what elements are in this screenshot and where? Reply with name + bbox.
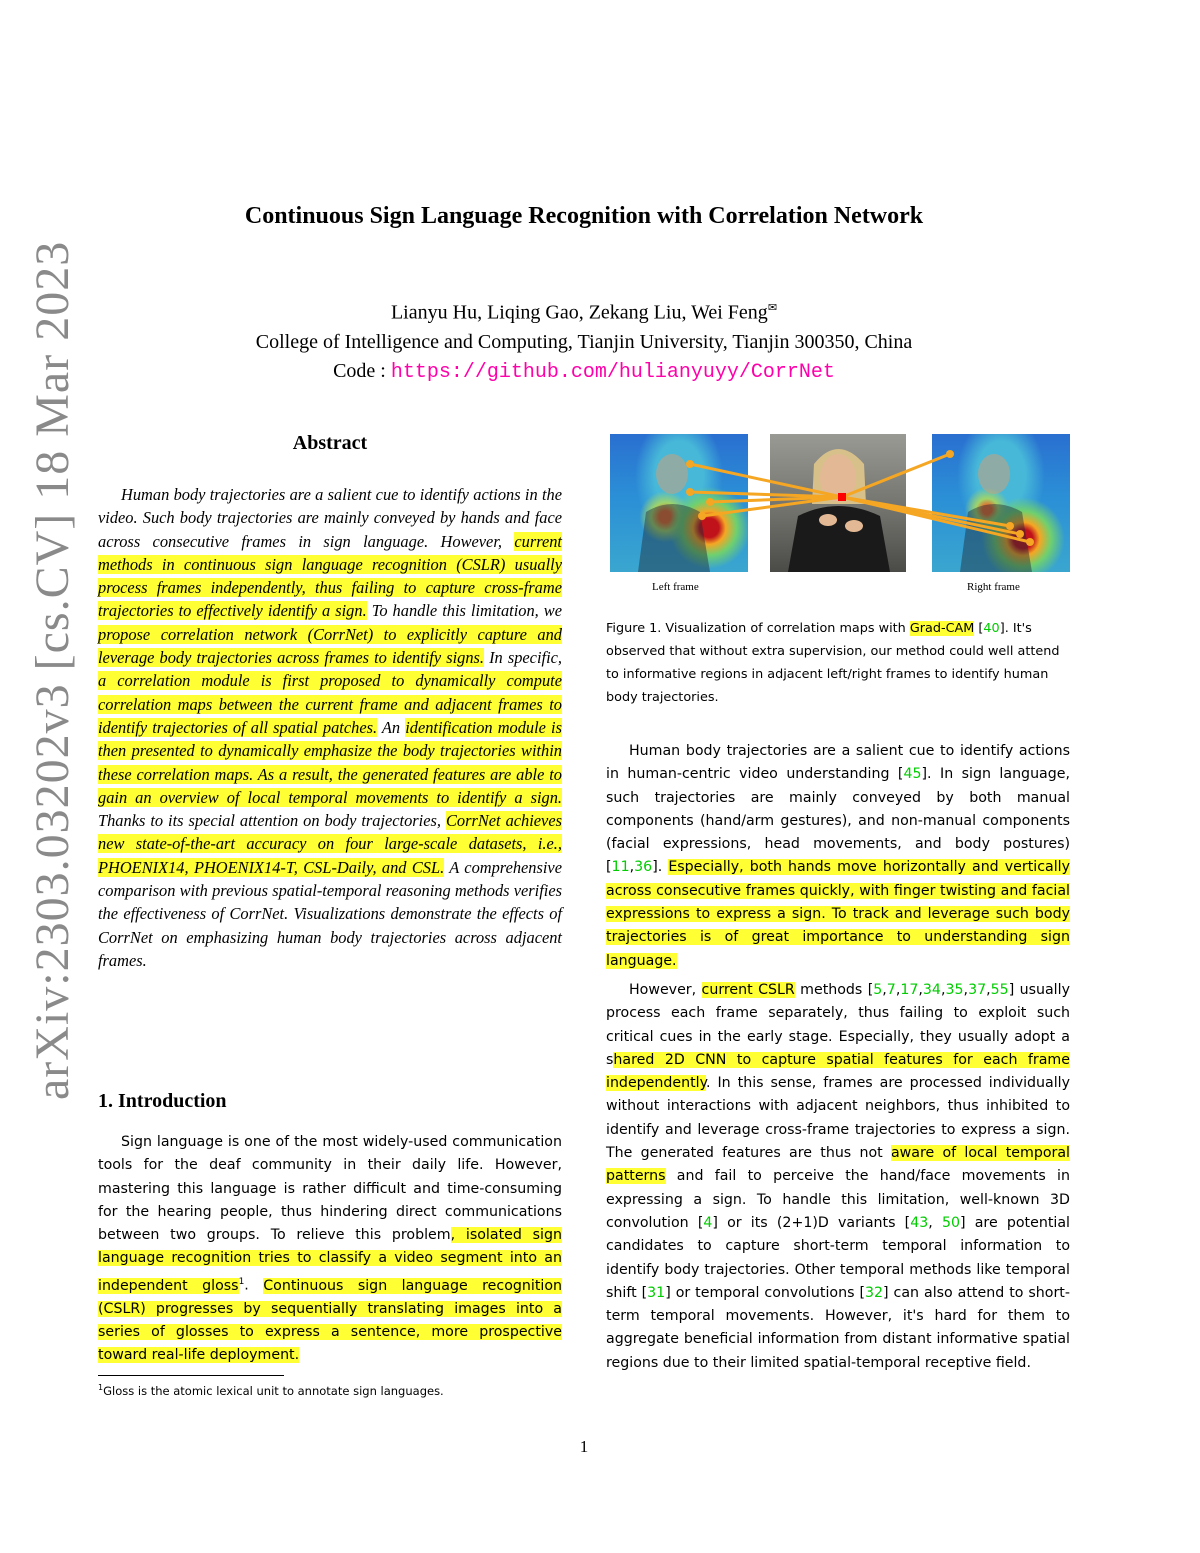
- caption-text: [: [974, 621, 984, 636]
- intro-highlight: Continuous sign language recognition (CSLR) progresses by sequentially translating images into a series of glosses to express a sentence, more prospective toward real-life deployment.: [98, 1277, 562, 1364]
- citation-link[interactable]: 36: [634, 859, 653, 876]
- body-text: Human body trajectories are a salient cue to identify actions in human-centric video understanding [: [606, 743, 1070, 783]
- body-text: ] or its (2+1)D variants [: [712, 1214, 911, 1231]
- abstract-highlight: propose correlation network (CorrNet) to explicitly capture and leverage body trajectories across frames to identify signs.: [98, 624, 562, 668]
- right-frame-label: Right frame: [967, 581, 1020, 593]
- abstract-sentence: A comprehensive comparison with previous spatial-temporal reasoning methods verifies the effectiveness of CorrNet. Visualizations demonstrate the effects of CorrNet on emphasizing human body trajectories across adjacent frames.: [98, 857, 562, 970]
- citation-link[interactable]: 17: [900, 981, 919, 998]
- arrow-head: [686, 488, 694, 496]
- paragraph: However, current CSLR methods [5,7,17,34,35,37,55] usually process each frame separately, thus failing to exploit such critical cues in the early stage. Especially, they usually adopt a shared 2D CNN to capture spatial features for each frame independently. In this sense, frames are processed individually without interactions with adjacent neighbors, thus inhibited to identify and leverage cross-frame trajectories to express a sign. The generated features are thus not aware of local temporal patterns and fail to perceive the hand/face movements in expressing a sign. To handle this limitation, well-known 3D convolution [4] or its (2+1)D variants [43, 50] are potential candidates to capture short-term temporal information to identify body trajectories. Other temporal methods like temporal shift [31] or temporal convolutions [32] can also attend to short-term temporal movements. However, it's hard for them to aggregate beneficial information from distant informative spatial regions due to their limited spatial-temporal receptive field.: [606, 981, 1070, 1371]
- code-link[interactable]: https://github.com/hulianyuyy/CorrNet: [390, 360, 835, 384]
- citation-link[interactable]: 34: [922, 981, 941, 998]
- citation-link[interactable]: 37: [968, 981, 987, 998]
- body-highlight: current CSLR: [701, 981, 795, 998]
- left-frame-label: Left frame: [652, 581, 699, 593]
- arrow-head: [1006, 522, 1014, 530]
- abstract-highlight: identification module is then presented to dynamically emphasize the body trajectories within these correlation maps. As a result, the generated features are able to gain an overview of local temporal movements to identify a sign.: [98, 717, 562, 807]
- body-text: ] can also attend to short-term temporal movements. However, it's hard for them to aggregate beneficial information from distant informative spatial regions due to their limited spatial-temporal receptive field.: [606, 1284, 1070, 1371]
- abstract-sentence: In specific,: [484, 648, 562, 668]
- caption-text: Figure 1. Visualization of correlation maps with: [606, 621, 910, 636]
- code-label: Code :: [333, 359, 391, 382]
- intro-highlight: , isolated sign language recognition tries to classify a video segment into an independent gloss: [98, 1227, 562, 1294]
- figure-1: [610, 434, 1070, 593]
- body-text: ]. In sign language, such trajectories are mainly conveyed by both manual components (hand/arm gestures), and non-manual components (facial expressions, head movements, and body postures) [: [606, 766, 1070, 876]
- body-text: . In this sense, frames are processed individually without interactions with adjacent neighbors, thus inhibited to identify and leverage cross-frame trajectories to express a sign. The generated features are thus not: [606, 1075, 1070, 1162]
- figure-caption: [606, 617, 1070, 709]
- author-list: Lianyu Hu, Liqing Gao, Zekang Liu, Wei Feng: [390, 301, 768, 324]
- footnote-rule: [98, 1375, 284, 1376]
- body-text: However,: [629, 981, 702, 998]
- query-patch: [838, 493, 846, 501]
- citation-link[interactable]: 35: [945, 981, 964, 998]
- introduction-text: [98, 1131, 562, 1368]
- body-text: ] usually process each frame separately, thus failing to exploit such critical cues in the early stage. Especially, they usually adopt a s: [606, 981, 1070, 1068]
- arxiv-identifier: arXiv:2303.03202v3 [cs.CV] 18 Mar 2023: [26, 240, 79, 1100]
- paragraph: [606, 740, 1070, 973]
- body-text: ] or temporal convolutions [: [665, 1284, 865, 1301]
- body-text: ].: [652, 859, 669, 876]
- body-text: and fail to perceive the hand/face movements in expressing a sign. To handle this limitation, well-known 3D convolution [: [606, 1168, 1070, 1231]
- abstract-highlight: current methods in continuous sign language recognition (CSLR) usually process frames independently, thus failing to capture cross-frame trajectories to effectively identify a sign.: [98, 531, 562, 621]
- arrow-to-right-hand: [842, 497, 1010, 526]
- abstract-heading: Abstract: [292, 432, 368, 454]
- abstract-highlight: a correlation module is first proposed to dynamically compute correlation maps between the current frame and adjacent frames to identify trajectories of all spatial patches.: [98, 671, 562, 737]
- right-column-text: [606, 740, 1070, 1381]
- footnote-number: 1: [98, 1383, 104, 1392]
- citation-link[interactable]: 4: [703, 1214, 713, 1231]
- page-number: 1: [579, 1437, 589, 1456]
- body-highlight: aware of local temporal patterns: [606, 1145, 1070, 1185]
- citation-link[interactable]: 40: [983, 621, 1000, 636]
- footnote-text: Gloss is the atomic lexical unit to annotate sign languages.: [103, 1383, 444, 1398]
- citation-link[interactable]: 50: [941, 1214, 961, 1231]
- caption-text: ]. It's observed that without extra supervision, our method could well attend to informative regions in adjacent left/right frames to identify human body trajectories.: [606, 621, 1060, 705]
- intro-sentence: Sign language is one of the most widely-used communication tools for the deaf community in their daily life. However, mastering this language is rather difficult and time-consuming for the hearing people, thus hindering direct communications between two groups. To relieve this problem: [98, 1134, 562, 1244]
- abstract-sentence: Thanks to its special attention on body trajectories,: [98, 811, 446, 831]
- citation-link[interactable]: 55: [990, 981, 1009, 998]
- abstract-sentence: Human body trajectories are a salient cue to identify actions in the video. Such body trajectories are mainly conveyed by hands and face across consecutive frames in sign language. However,: [98, 485, 562, 551]
- citation-link[interactable]: 5: [873, 981, 883, 998]
- body-text: ] are potential candidates to capture short-term temporal information to identify body trajectories. Other temporal methods like temporal shift [: [606, 1214, 1070, 1301]
- arrow-head: [946, 450, 954, 458]
- body-text: methods [: [794, 981, 874, 998]
- citation-link[interactable]: 32: [864, 1284, 884, 1301]
- arrow-head: [1016, 530, 1024, 538]
- arrow-to-right-face: [842, 454, 950, 497]
- author-block: [0, 294, 1168, 387]
- citation-link[interactable]: 7: [886, 981, 896, 998]
- arrow-head: [698, 512, 706, 520]
- citation-link[interactable]: 31: [647, 1284, 666, 1301]
- body-text: ,: [629, 859, 635, 876]
- body-highlight: hared 2D CNN to capture spatial features for each frame independently: [606, 1051, 1070, 1092]
- caption-highlight: Grad-CAM: [909, 621, 975, 636]
- arrow-to-right-hand: [842, 497, 1030, 542]
- envelope-icon: ✉: [767, 302, 778, 314]
- affiliation: College of Intelligence and Computing, Tianjin University, Tianjin 300350, China: [255, 330, 913, 353]
- correlation-arrows: [610, 434, 1070, 574]
- abstract-sentence: To handle this limitation, we: [366, 601, 563, 621]
- intro-sentence: .: [244, 1277, 264, 1294]
- paper-title: Continuous Sign Language Recognition with Correlation Network: [244, 203, 924, 229]
- body-highlight: Especially, both hands move horizontally and vertically across consecutive frames quickly, with finger twisting and facial expressions to express a sign. To track and leverage such body trajectories is of great importance to understanding sign language.: [606, 859, 1070, 969]
- footnote-marker[interactable]: 1: [238, 1276, 245, 1287]
- abstract-highlight: CorrNet achieves new state-of-the-art accuracy on four large-scale datasets, i.e., PHOENIX14, PHOENIX14-T, CSL-Daily, and CSL.: [98, 811, 562, 877]
- citation-link[interactable]: 43: [910, 1214, 929, 1231]
- arrow-head: [686, 460, 694, 468]
- footnote: [98, 1380, 562, 1399]
- citation-link[interactable]: 11: [611, 859, 630, 876]
- arrow-head: [1026, 538, 1034, 546]
- citation-link[interactable]: 45: [903, 766, 922, 783]
- section-heading-introduction: 1. Introduction: [98, 1090, 227, 1112]
- arrow-head: [706, 498, 714, 506]
- abstract-sentence: An: [377, 717, 406, 737]
- abstract-text: [98, 483, 562, 972]
